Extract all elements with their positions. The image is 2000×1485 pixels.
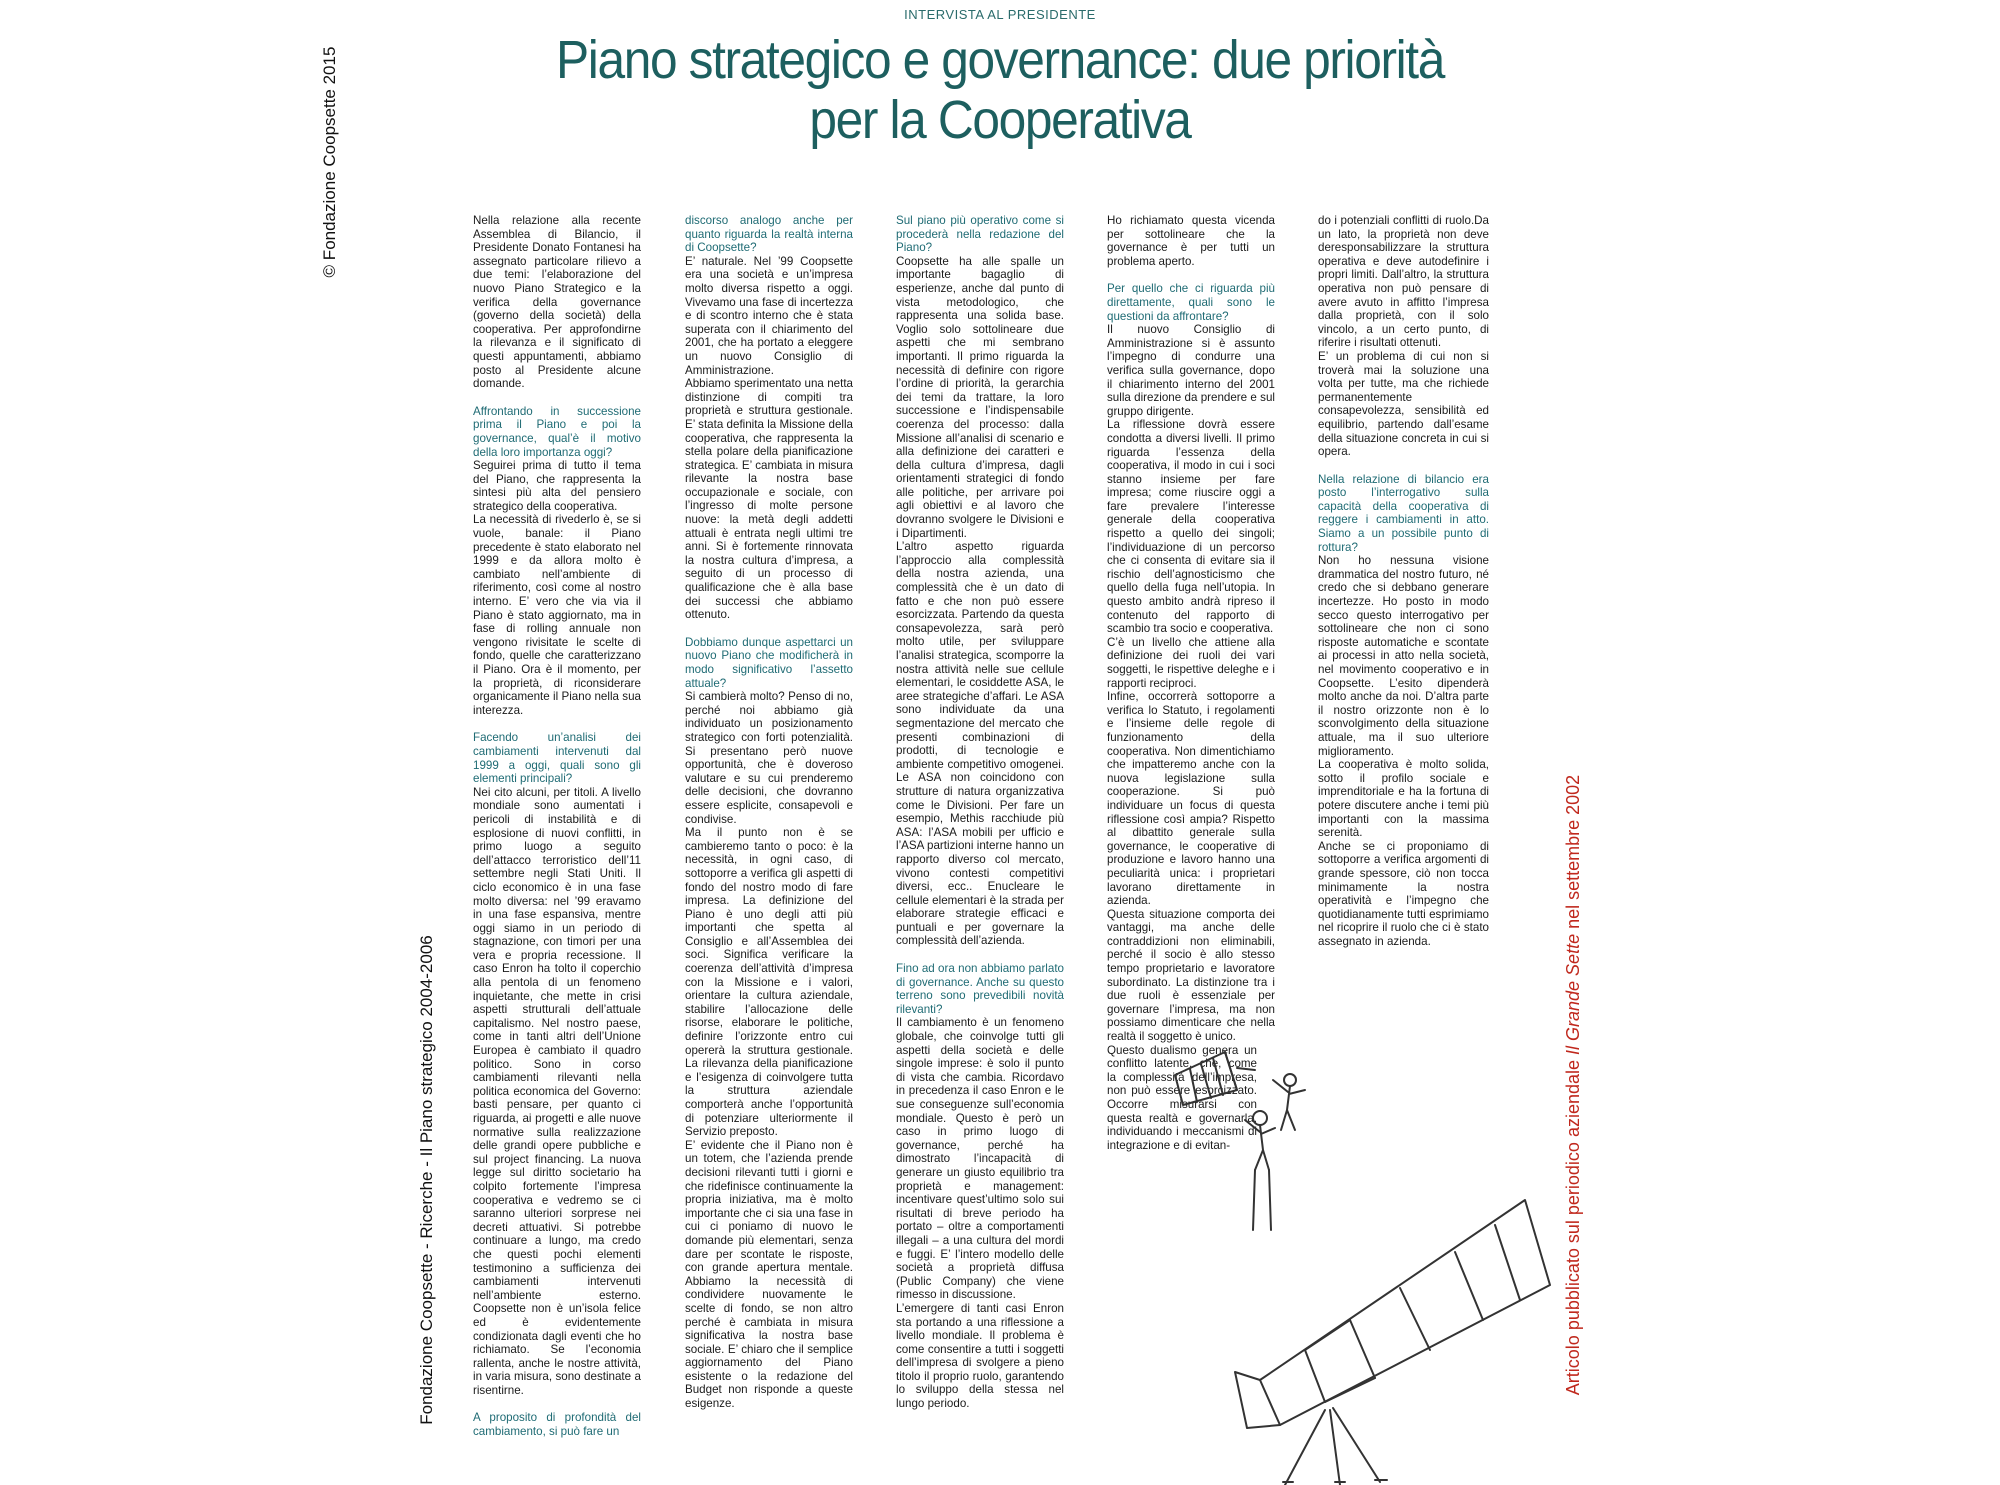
- text-column-4: [1107, 214, 1275, 1152]
- answer-paragraph: La riflessione dovrà essere condotta a diversi livelli. Il primo riguarda l’essenza della cooperativa, il modo in cui i soci stanno insieme per fare impresa; come riuscire oggi a fare prevalere l’interesse generale della cooperativa rispetto a quello dei singoli; l’individuazione di un percorso che ci consenta di evitare sia il rischio dell’agnosticismo che quello della fuga nell’utopia. In questo ambito andrà ripreso il contenuto del rapporto di scambio tra socio e cooperativa.: [1107, 418, 1275, 636]
- answer-paragraph: Nella relazione alla recente Assemblea di Bilancio, il Presidente Donato Fontanesi ha assegnato particolare rilievo a due temi: l’elaborazione del nuovo Piano Strategico e la verifica della governance (governo della società) della cooperativa. Per approfondirne la rilevanza e il significato di questi appuntamenti, abbiamo posto al Presidente alcune domande.: [473, 214, 641, 391]
- answer-paragraph: Il cambiamento è un fenomeno globale, che coinvolge tutti gli aspetti della società e delle singole imprese: è solo il punto di vista che cambia. Ricordavo in precedenza il caso Enron e le sue conseguenze sull’economia mondiale. Questo è però un caso in primo luogo di governance, perché ha dimostrato l’incapacità di generare un giusto equilibrio tra proprietà e management: incentivare quest’ultimo solo sui risultati di breve periodo ha portato – oltre a comportamenti illegali – a una cultura del mordi e fuggi. E’ l’intero modello delle società a proprietà diffusa (Public Company) che viene rimesso in discussione.: [896, 1016, 1064, 1302]
- interview-question: Nella relazione di bilancio era posto l’interrogativo sulla capacità della cooperativa di reggere i cambiamenti in atto. Siamo a un possibile punto di rottura?: [1318, 472, 1489, 554]
- answer-paragraph: Non ho nessuna visione drammatica del nostro futuro, né credo che si debbano generare incertezze. Ho posto in modo secco questo interrogativo per sottolineare che non ci sono risposte automatiche e scontate ai processi in atto nella società, nel movimento cooperativo e in Coopsette. L’esito dipenderà molto anche da noi. D’altra parte il nostro orizzonte non è lo sconvolgimento della situazione attuale, ma il suo ulteriore miglioramento.: [1318, 554, 1489, 758]
- answer-paragraph: La necessità di rivederlo è, se si vuole, banale: il Piano precedente è stato elaborato nel 1999 e da allora molto è cambiato nell’ambiente di riferimento, così come al nostro interno. E’ vero che via via il Piano è stato aggiornato, ma in fase di rolling annuale non vengono rivisitate le scelte di fondo, quelle che caratterizzano il Piano. Ora è il momento, per la proprietà, di riconsiderare organicamente il Piano nella sua interezza.: [473, 513, 641, 717]
- series-note: Fondazione Coopsette - Ricerche - Il Piano strategico 2004-2006: [417, 935, 436, 1425]
- title-line-1: Piano strategico e governance: due priorità: [556, 30, 1444, 90]
- answer-paragraph: La cooperativa è molto solida, sotto il profilo sociale e imprenditoriale e ha la fortuna di potere discutere anche i temi più importanti con la massima serenità.: [1318, 758, 1489, 840]
- answer-paragraph: Il nuovo Consiglio di Amministrazione si è assunto l’impegno di condurre una verifica sulla governance, dopo il chiarimento interno del 2001 sulla direzione da prendere e sul gruppo dirigente.: [1107, 323, 1275, 418]
- telescope-illustration: [1165, 1050, 1555, 1485]
- title-line-2: per la Cooperativa: [809, 90, 1191, 150]
- text-column-2: [685, 214, 853, 1411]
- answer-paragraph: E’ evidente che il Piano non è un totem, che l’azienda prende decisioni rilevanti tutti i giorni e che ridefinisce continuamente la propria iniziativa, ma è molto importante che ci sia una fase in cui ci poniamo di nuovo le domande più elementari, senza dare per scontate le risposte, con grande apertura mentale. Abbiamo la necessità di condividere nuovamente le scelte di fondo, se non altro perché è cambiata in misura significativa la nostra base sociale. E’ chiaro che il semplice aggiornamento del Piano esistente o la redazione del Budget non risponde a queste esigenze.: [685, 1138, 853, 1411]
- interview-question: A proposito di profondità del cambiamento, si può fare un: [473, 1411, 641, 1439]
- answer-paragraph: E’ naturale. Nel ’99 Coopsette era una società e un’impresa molto diversa rispetto a oggi. Vivevamo una fase di incertezza e di scontro interno che è stata superata con il chiarimento del 2001, che ha portato a eleggere un nuovo Consiglio di Amministrazione.: [685, 254, 853, 377]
- interview-question: Fino ad ora non abbiamo parlato di governance. Anche su questo terreno sono prevedibili novità rilevanti?: [896, 962, 1064, 1016]
- answer-paragraph: Seguirei prima di tutto il tema del Piano, che rappresenta la sintesi più alta del pensiero strategico della cooperativa.: [473, 459, 641, 513]
- article-title: [512, 30, 1487, 150]
- text-column-1: [473, 214, 641, 1439]
- answer-paragraph: do i potenziali conflitti di ruolo.Da un lato, la proprietà non deve deresponsabilizzare la struttura operativa e deve autodefinire i propri limiti. Dall’altro, la struttura operativa non può pensare di avere avuto in affitto l’impresa dalla proprietà, con il solo vincolo, a un certo punto, di riferire i risultati ottenuti.: [1318, 214, 1489, 350]
- publication-note: Articolo pubblicato sul periodico aziendale Il Grande Sette nel settembre 2002: [1563, 774, 1583, 1396]
- copyright-note: © Fondazione Coopsette 2015: [320, 46, 339, 278]
- interview-question: Facendo un’analisi dei cambiamenti intervenuti dal 1999 a oggi, quali sono gli elementi principali?: [473, 731, 641, 786]
- answer-paragraph: L’altro aspetto riguarda l’approccio alla complessità della nostra azienda, una complessità che è un dato di fatto e che non può essere esorcizzata. Partendo da questa consapevolezza, sarà però molto utile, per sviluppare l’analisi strategica, scomporre la nostra attività nelle sue cellule elementari, le cosiddette ASA, le aree strategiche d’affari. Le ASA sono individuate da una segmentazione del mercato che presenti combinazioni di prodotti, di tecnologie e ambiente competitivo omogenei. Le ASA non coincidono con strutture di natura organizzativa come le Divisioni. Per fare un esempio, Methis racchiude più ASA: l’ASA mobili per ufficio e l’ASA partizioni interne hanno un rapporto diverso col mercato, vivono contesti competitivi diversi, ecc.. Enucleare le cellule elementari è la strada per elaborare strategie efficaci e puntuali e per governare la complessità dell’azienda.: [896, 540, 1064, 948]
- interview-question: Sul piano più operativo come si procederà nella redazione del Piano?: [896, 214, 1064, 255]
- answer-paragraph: Si cambierà molto? Penso di no, perché noi abbiamo già individuato un posizionamento strategico con forti potenzialità. Si presentano però nuove opportunità, che è doveroso valutare e su cui prenderemo delle decisioni, che dovranno essere esplicite, consapevoli e condivise.: [685, 690, 853, 826]
- answer-paragraph: Infine, occorrerà sottoporre a verifica lo Statuto, i regolamenti e l’insieme delle regole di funzionamento della cooperativa. Non dimentichiamo che impatteremo anche con la nuova legislazione sulla cooperazione. Si può individuare un focus di questa riflessione così ampia? Rispetto al dibattito generale sulla governance, le cooperative di produzione e lavoro hanno una peculiarità unica: i proprietari lavorano direttamente in azienda.: [1107, 690, 1275, 908]
- answer-paragraph: Questa situazione comporta dei vantaggi, ma anche delle contraddizioni non eliminabili, perché il socio è allo stesso tempo proprietario e lavoratore subordinato. La distinzione tra i due ruoli è essenziale per governare l’impresa, ma non possiamo dimenticare che nella realtà il soggetto è unico.: [1107, 907, 1275, 1044]
- answer-paragraph: Abbiamo sperimentato una netta distinzione di compiti tra proprietà e struttura gestionale. E’ stata definita la Missione della cooperativa, che rappresenta la stella polare della pianificazione strategica. E’ cambiata in misura rilevante la nostra base occupazionale e sociale, con l’ingresso di molte persone nuove: la metà degli addetti attuali è entrata negli ultimi tre anni. Si è fortemente rinnovata la nostra cultura d’impresa, a seguito di un processo di qualificazione che è alla base dei successi che abbiamo ottenuto.: [685, 377, 853, 622]
- answer-paragraph: Questo dualismo genera un conflitto latente, che, come la complessità dell’impresa, non può essere esorcizzato. Occorre misurarsi con questa realtà e governarla, individuando i meccanismi di integrazione e di evitan-: [1107, 1043, 1257, 1152]
- answer-paragraph: L’emergere di tanti casi Enron sta portando a una riflessione a livello mondiale. Il problema è come consentire a tutti i soggetti dell’impresa di svolgere a pieno titolo il proprio ruolo, garantendo lo sviluppo della stessa nel lungo periodo.: [896, 1301, 1064, 1411]
- answer-paragraph: C’è un livello che attiene alla definizione dei ruoli dei vari soggetti, le rispettive deleghe e i rapporti reciproci.: [1107, 635, 1275, 690]
- interview-question: Dobbiamo dunque aspettarci un nuovo Piano che modificherà in modo significativo l’assetto attuale?: [685, 635, 853, 690]
- answer-paragraph: E’ un problema di cui non si troverà mai la soluzione una volta per tutte, ma che richiede permanentemente consapevolezza, sensibilità ed equilibrio, partendo dall’esame della situazione concreta in cui si opera.: [1318, 349, 1489, 459]
- answer-paragraph: Nei cito alcuni, per titoli. A livello mondiale sono aumentati i pericoli di instabilità e di esplosione di nuovi conflitti, in primo luogo a seguito dell’attacco terroristico dell’11 settembre negli Stati Uniti. Il ciclo economico è in una fase molto diversa: nel ’99 eravamo in una fase espansiva, mentre oggi siamo in un periodo di stagnazione, con timori per una vera e propria recessione. Il caso Enron ha tolto il coperchio alla pentola di un fenomeno inquietante, che mette in crisi aspetti strutturali dell’attuale capitalismo. Nel nostro paese, come in tanti altri dell’Unione Europea è cambiato il quadro politico. Sono in corso cambiamenti rilevanti nella politica economica del Governo: basti pensare, per quanto ci riguarda, ai progetti e alle nuove normative sulla realizzazione delle grandi opere pubbliche e sul project financing. La nuova legge sul diritto societario ha colpito fortemente l’impresa cooperativa e vedremo se ci saranno ulteriori sorprese nei decreti attuativi. Si potrebbe continuare a lungo, ma credo che questi pochi elementi testimonino a sufficienza dei cambiamenti intervenuti nell’ambiente esterno. Coopsette non è un’isola felice ed è evidentemente condizionata dagli eventi che ho richiamato. Se l’economia rallenta, anche le nostre attività, in varia misura, sono destinate a risentirne.: [473, 785, 641, 1397]
- answer-paragraph: Ho richiamato questa vicenda per sottolineare che la governance è per tutti un problema aperto.: [1107, 214, 1275, 268]
- text-column-5: [1318, 214, 1489, 948]
- interview-question: Affrontando in successione prima il Piano e poi la governance, qual’è il motivo della loro importanza oggi?: [473, 404, 641, 459]
- answer-paragraph: Anche se ci proponiamo di sottoporre a verifica argomenti di grande spessore, ciò non tocca minimamente la nostra operatività e l’impegno che quotidianamente tutti esprimiamo nel ricoprire il ruolo che ci è stato assegnato in azienda.: [1318, 839, 1489, 948]
- answer-paragraph: Coopsette ha alle spalle un importante bagaglio di esperienze, anche dal punto di vista metodologico, che rappresenta una solida base. Voglio solo sottolineare due aspetti che mi sembrano importanti. Il primo riguarda la necessità di definire con rigore l’ordine di priorità, la gerarchia dei temi da trattare, la loro successione e l’indispensabile coerenza del processo: dalla Missione all’analisi di scenario e alla definizione dei caratteri e della cultura d’impresa, dagli orientamenti strategici di fondo alle politiche, per arrivare poi agli obiettivi e al lavoro che dovranno svolgere le Divisioni e i Dipartimenti.: [896, 254, 1064, 540]
- interview-question: Per quello che ci riguarda più direttamente, quali sono le questioni da affrontare?: [1107, 282, 1275, 323]
- section-label: INTERVISTA AL PRESIDENTE: [904, 7, 1096, 22]
- interview-question: discorso analogo anche per quanto riguarda la realtà interna di Coopsette?: [685, 214, 853, 255]
- answer-paragraph: Ma il punto non è se cambieremo tanto o poco: è la necessità, in ogni caso, di sottoporre a verifica gli aspetti di fondo del nostro modo di fare impresa. La definizione del Piano è uno degli atti più importanti che spetta al Consiglio e all’Assemblea dei soci. Significa verificare la coerenza dell’attività d’impresa con la Missione e i valori, orientare la cultura aziendale, stabilire l’allocazione delle risorse, elaborare le politiche, definire l’orizzonte entro cui opererà la struttura gestionale. La rilevanza della pianificazione e l’esigenza di coinvolgere tutta la struttura aziendale comporterà anche l’opportunità di potenziare ulteriormente il Servizio preposto.: [685, 826, 853, 1139]
- text-column-3: [896, 214, 1064, 1411]
